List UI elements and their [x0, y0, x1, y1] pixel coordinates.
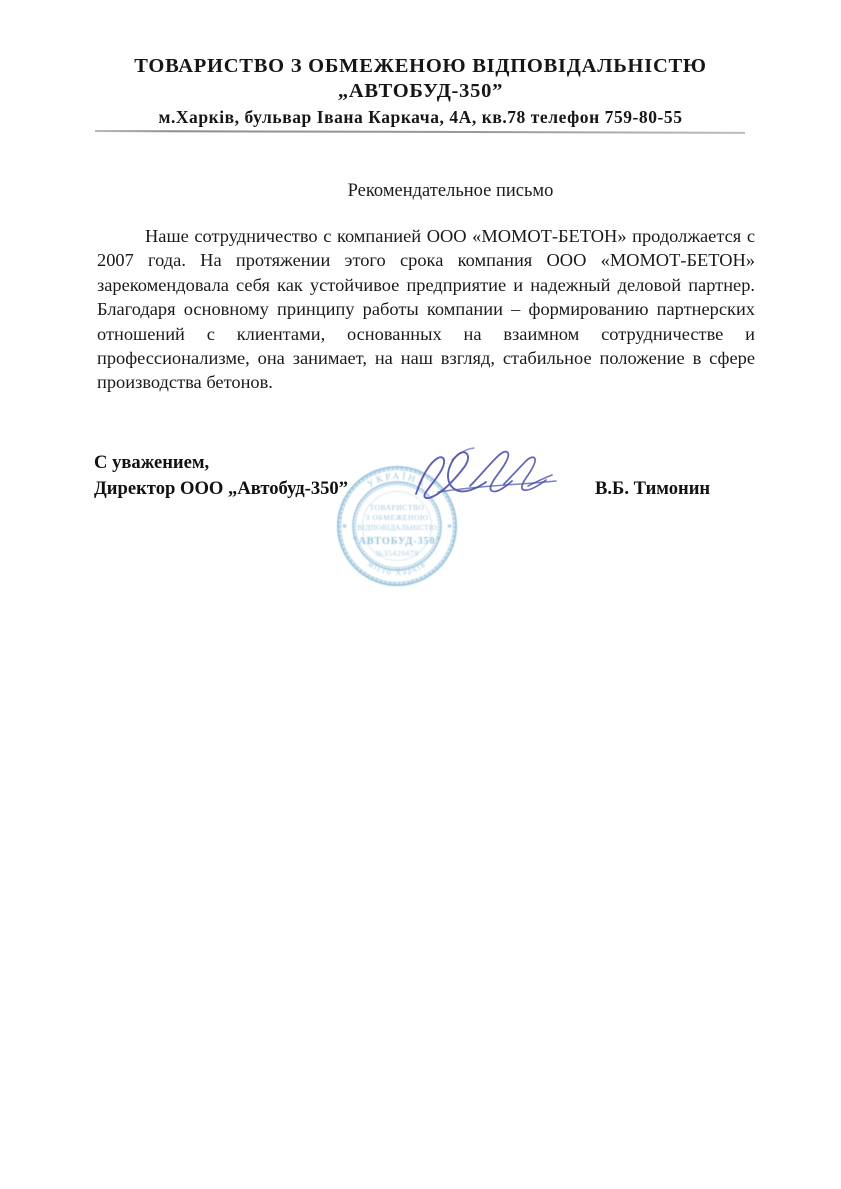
signature-role: Директор ООО „Автобуд-350” — [94, 478, 349, 499]
company-round-stamp — [334, 446, 460, 598]
handwritten-signature — [408, 442, 568, 508]
document-title: Рекомендательное письмо — [347, 181, 554, 201]
letter-body-paragraph: Наше сотрудничество с компанией ООО «МОМОТ-БЕТОН» продолжается с 2007 года. На протяжении этого срока компания ООО «МОМОТ-БЕТОН» зарекомендовала себя как устойчивое предприятие и надежный деловой партнер. Благодаря основному принципу работы компании – формированию партнерских отношений с клиентами, основанных на взаимном сотрудничестве и профессионализме, она занимает, на наш взгляд, стабильное положение в сфере производства бетонов. — [97, 226, 755, 393]
letterhead-brand-name: „АВТОБУД-350” — [337, 80, 504, 102]
stamp-center-line-2: З ОБМЕЖЕНОЮ — [365, 513, 429, 522]
signature-closing: С уважением, — [94, 452, 210, 473]
stamp-center-line-3: ВІДПОВІДАЛЬНІСТЮ — [357, 523, 437, 532]
header-divider-rule — [95, 130, 745, 134]
stamp-arc-top-text: УКРАЇНА — [365, 471, 429, 491]
signer-name: В.Б. Тимонин — [595, 478, 711, 499]
letterhead-company-name: ТОВАРИСТВО З ОБМЕЖЕНОЮ ВІДПОВІДАЛЬНІСТЮ — [134, 55, 707, 77]
stamp-center-line-1: ТОВАРИСТВО — [369, 503, 425, 512]
letterhead — [0, 54, 841, 129]
signature-block — [94, 450, 348, 502]
letterhead-address: м.Харків, бульвар Івана Каркача, 4А, кв.78 телефон 759-80-55 — [158, 107, 683, 127]
stamp-arc-bottom-text: місто Харків — [366, 559, 428, 578]
stamp-registration-number: №35429479 — [375, 549, 419, 558]
stamp-center-line-4: "АВТОБУД-350" — [351, 536, 443, 547]
